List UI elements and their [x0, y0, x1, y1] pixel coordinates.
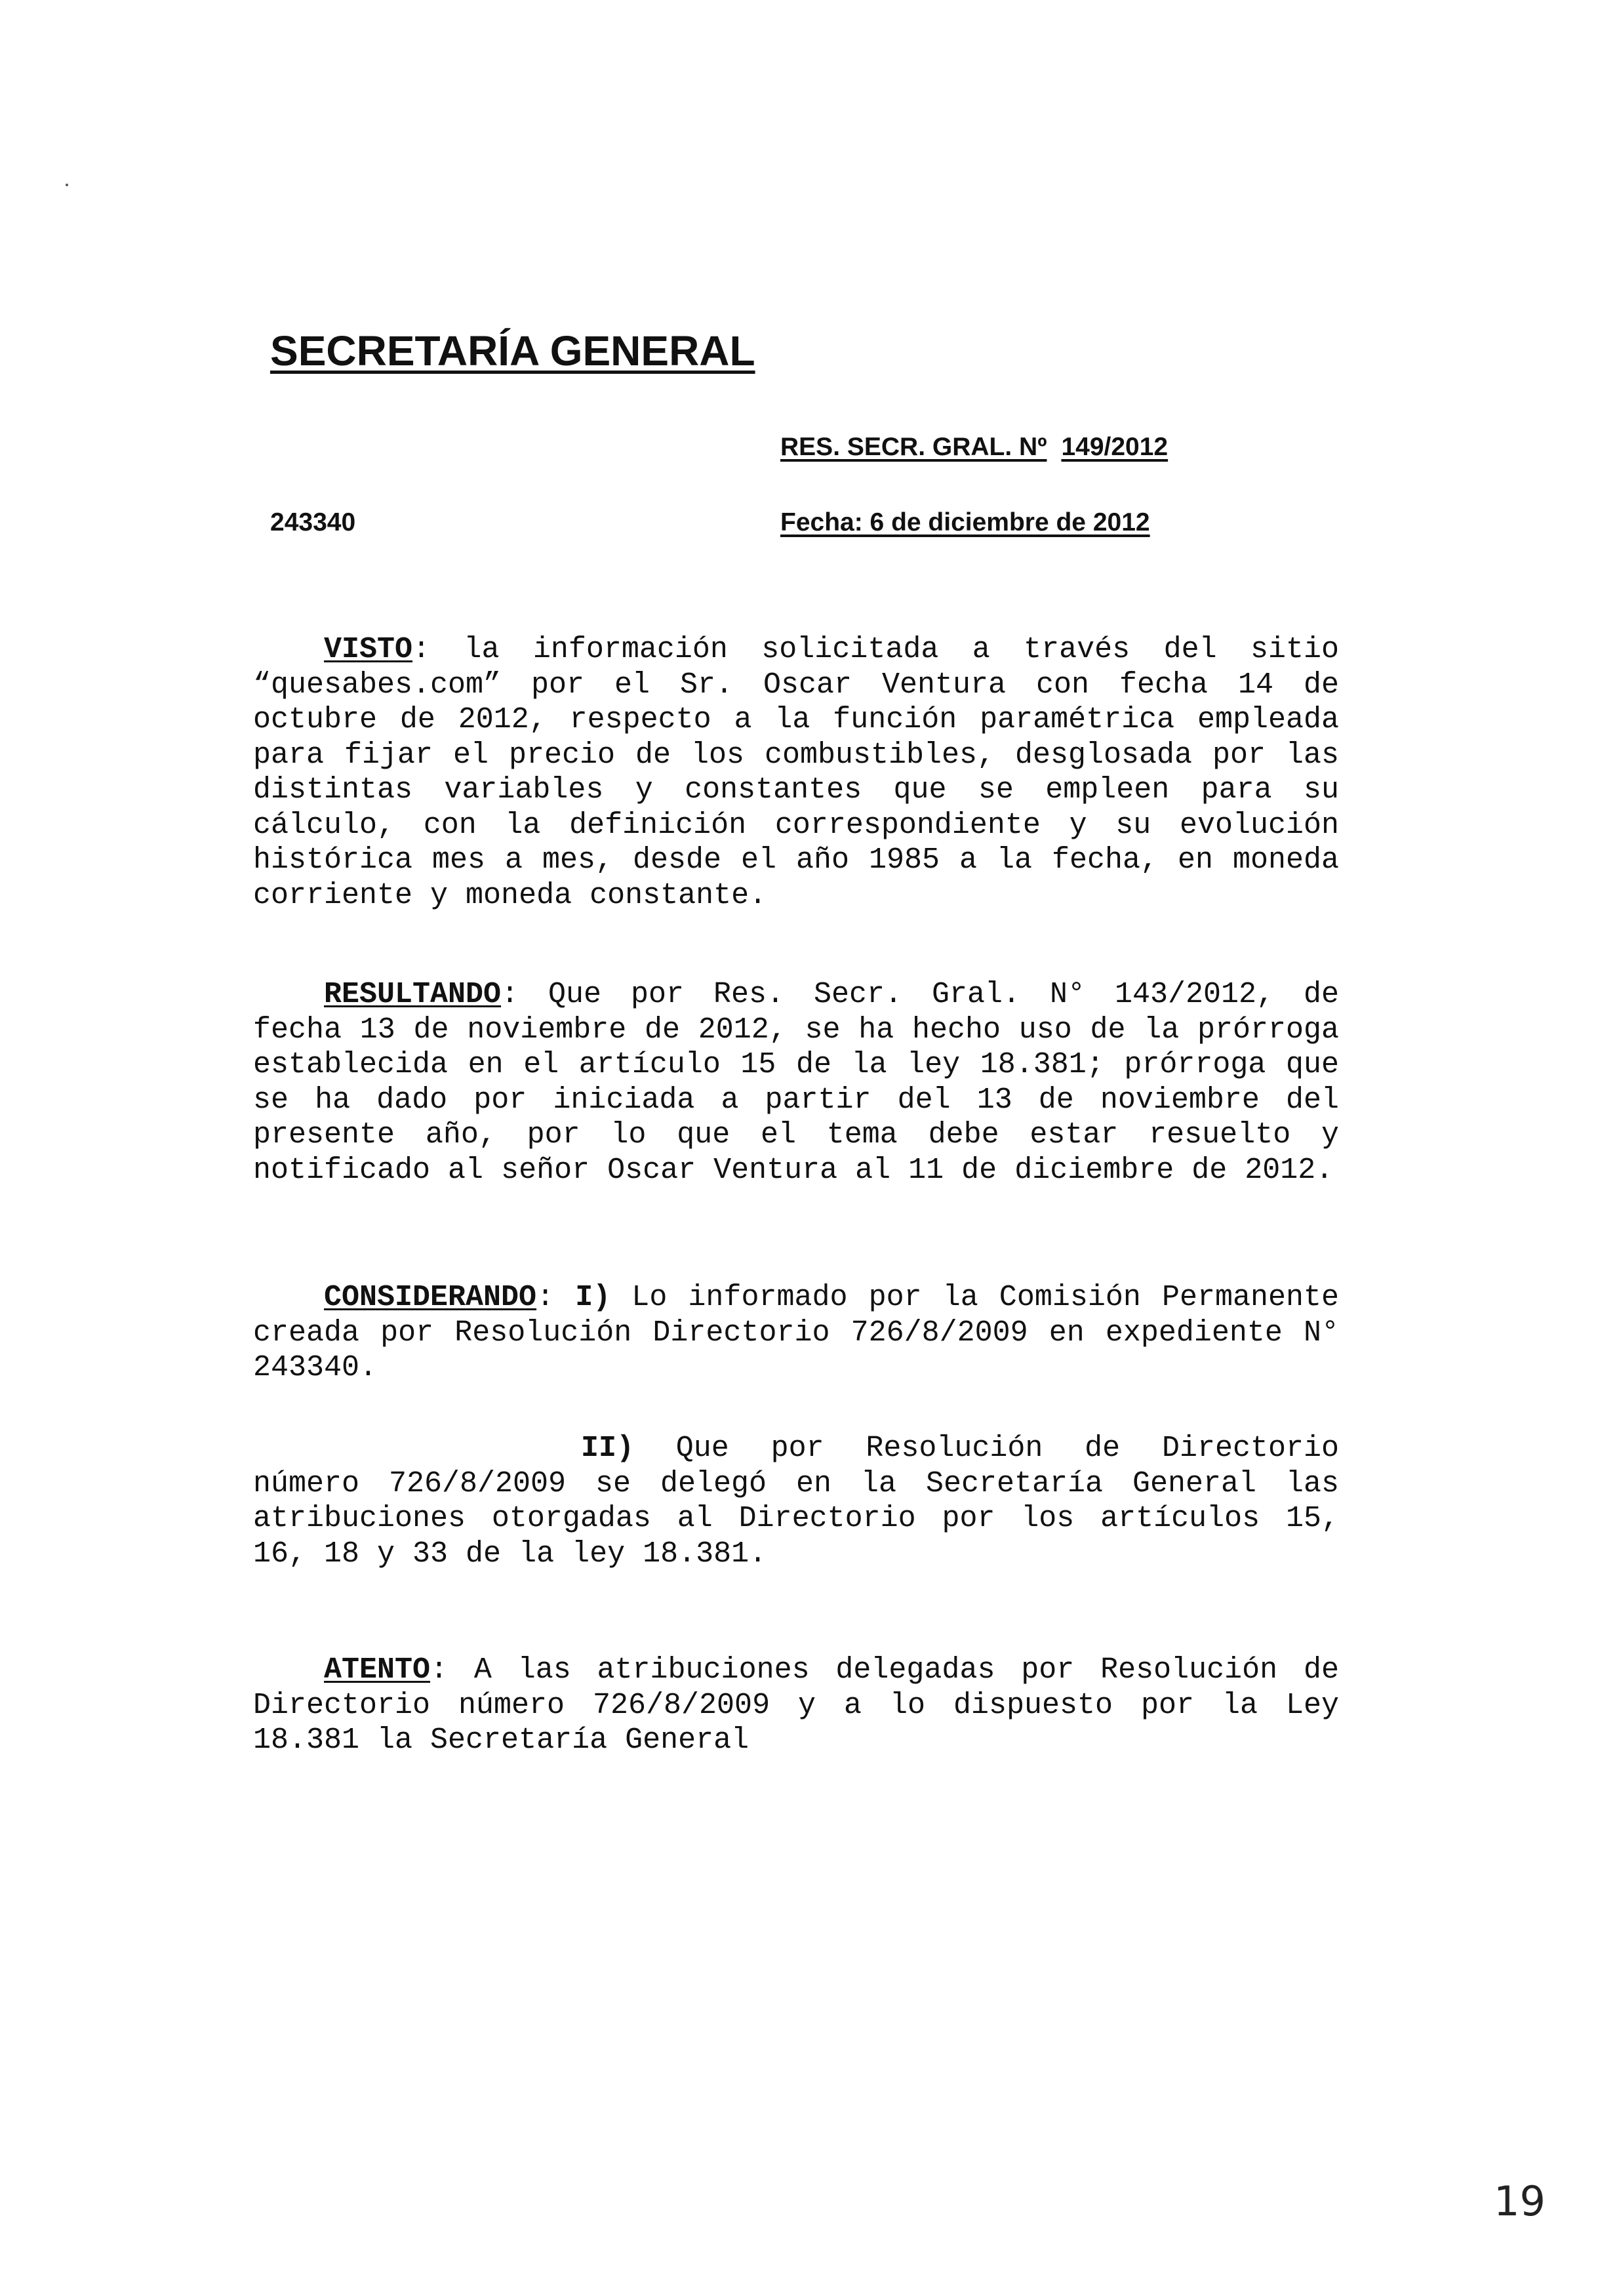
resolution-number [780, 433, 1168, 462]
considerando-paragraph-1 [253, 1280, 1339, 1386]
resolution-code: 149/2012 [1061, 433, 1169, 461]
file-number: 243340 [270, 508, 356, 536]
atento-text: : A las atribuciones delegadas por Resolución de Directorio número 726/8/2009 y a lo dispuesto por la Ley 18.381 la Secretaría General [253, 1653, 1339, 1757]
considerando-item2-text: Que por Resolución de Directorio número 726/8/2009 se delegó en la Secretaría General las atribuciones otorgadas al Directorio por los artículos 15, 16, 18 y 33 de la ley 18.381. [253, 1432, 1339, 1571]
scan-speck [66, 184, 68, 186]
considerando-label: CONSIDERANDO [324, 1281, 537, 1314]
resultando-label: RESULTANDO [324, 978, 502, 1011]
considerando-colon: : [536, 1281, 576, 1314]
considerando-item1-number: I) [575, 1281, 611, 1314]
resultando-text: : Que por Res. Secr. Gral. N° 143/2012, de fecha 13 de noviembre de 2012, se ha hecho uso de la prórroga establecida en el artículo 15 de la ley 18.381; prórroga que se ha dado por iniciada a partir del 13 de noviembre del presente año, por lo que el tema debe estar resuelto y notificado al señor Oscar Ventura al 11 de diciembre de 2012. [253, 978, 1339, 1187]
resolution-prefix: RES. SECR. GRAL. Nº [780, 433, 1047, 461]
visto-label: VISTO [324, 633, 413, 666]
page-number: 19 [1494, 2177, 1546, 2225]
visto-paragraph [253, 632, 1339, 913]
atento-paragraph [253, 1653, 1339, 1758]
visto-text: : la información solicitada a través del sitio “quesabes.com” por el Sr. Oscar Ventura con fecha 14 de octubre de 2012, respecto a la función paramétrica empleada para fijar el precio de los combustibles, desglosada por las distintas variables y constantes que se empleen para su cálculo, con la definición correspondiente y su evolución histórica mes a mes, desde el año 1985 a la fecha, en moneda corriente y moneda constante. [253, 633, 1339, 912]
considerando-paragraph-2 [253, 1431, 1339, 1571]
department-title: SECRETARÍA GENERAL [270, 327, 755, 374]
considerando-item2-number: II) [581, 1432, 635, 1465]
considerando-item1-text: Lo informado por la Comisión Permanente creada por Resolución Directorio 726/8/2009 en expediente N° 243340. [253, 1281, 1339, 1384]
resultando-paragraph [253, 977, 1339, 1188]
resolution-date: Fecha: 6 de diciembre de 2012 [780, 508, 1150, 536]
atento-label: ATENTO [324, 1653, 431, 1687]
